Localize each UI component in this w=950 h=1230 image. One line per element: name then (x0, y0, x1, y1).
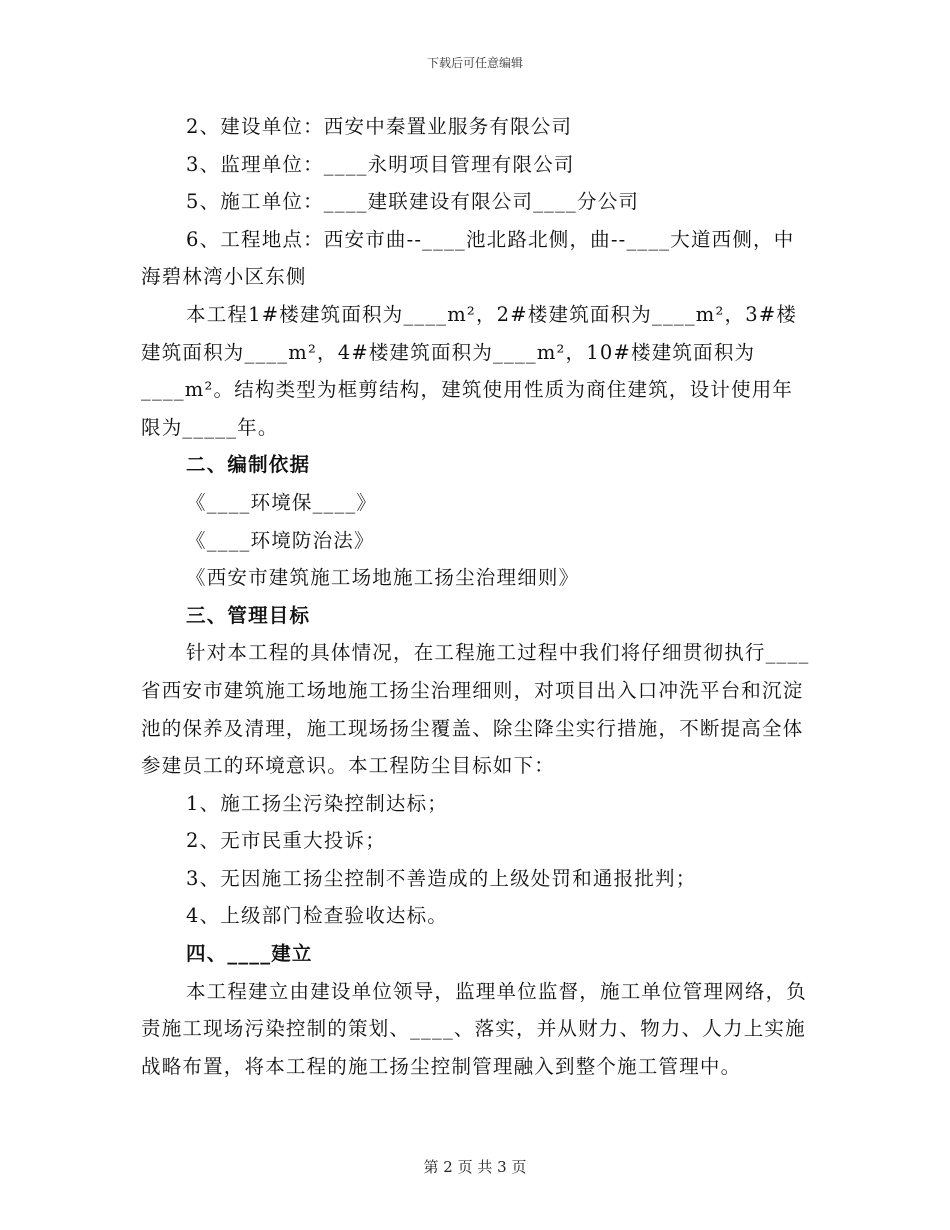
reference-law-2: 《____环境防治法》 (186, 528, 375, 552)
page-header: 下载后可任意编辑 (426, 56, 523, 70)
document-body (141, 108, 813, 1085)
goal-item-1: 1、施工扬尘污染控制达标； (186, 791, 449, 815)
reference-law-1: 《____环境保____》 (186, 490, 378, 514)
section-heading-establish: 四、____建立 (186, 942, 313, 966)
goal-item-3: 3、无因施工扬尘控制不善造成的上级处罚和通报批判； (186, 866, 697, 890)
paragraph-construction-unit: 2、建设单位：西安中秦置业服务有限公司 (186, 115, 573, 138)
paragraph-management-network: 本工程建立由建设单位领导，监理单位监督，施工单位管理网络，负责施工现场污染控制的策划、____、落实，并从财力、物力、人力上实施战略布置，将本工程的施工扬尘控制管理融入到整个施工管理中。 (141, 979, 808, 1078)
section-heading-goals: 三、管理目标 (186, 603, 311, 627)
reference-regulation: 《西安市建筑施工场地施工扬尘治理细则》 (186, 566, 580, 590)
paragraph-building-areas: 本工程1#楼建筑面积为____m²，2#楼建筑面积为____m²，3#楼建筑面积为____m²，4#楼建筑面积为____m²，10#楼建筑面积为____m²。结构类型为框剪结构，建筑使用性质为商住建筑，设计使用年限为_____年。 (141, 302, 798, 439)
section-heading-basis: 二、编制依据 (186, 453, 311, 477)
goal-item-2: 2、无市民重大投诉； (186, 829, 386, 853)
paragraph-goals-intro: 针对本工程的具体情况，在工程施工过程中我们将仔细贯彻执行____省西安市建筑施工场地施工扬尘治理细则，对项目出入口冲洗平台和沉淀池的保养及清理，施工现场扬尘覆盖、除尘降尘实行措施，不断提高全体参建员工的环境意识。本工程防尘目标如下： (141, 641, 810, 778)
paragraph-supervision-unit: 3、监理单位：____永明项目管理有限公司 (186, 152, 575, 176)
paragraph-builder-unit: 5、施工单位：____建联建设有限公司____分公司 (186, 190, 640, 214)
page-footer: 第 2 页 共 3 页 (423, 1158, 527, 1176)
goal-item-4: 4、上级部门检查验收达标。 (186, 904, 449, 928)
paragraph-project-location: 6、工程地点：西安市曲--____池北路北侧，曲--____大道西侧，中海碧林湾小区东侧 (141, 227, 795, 289)
